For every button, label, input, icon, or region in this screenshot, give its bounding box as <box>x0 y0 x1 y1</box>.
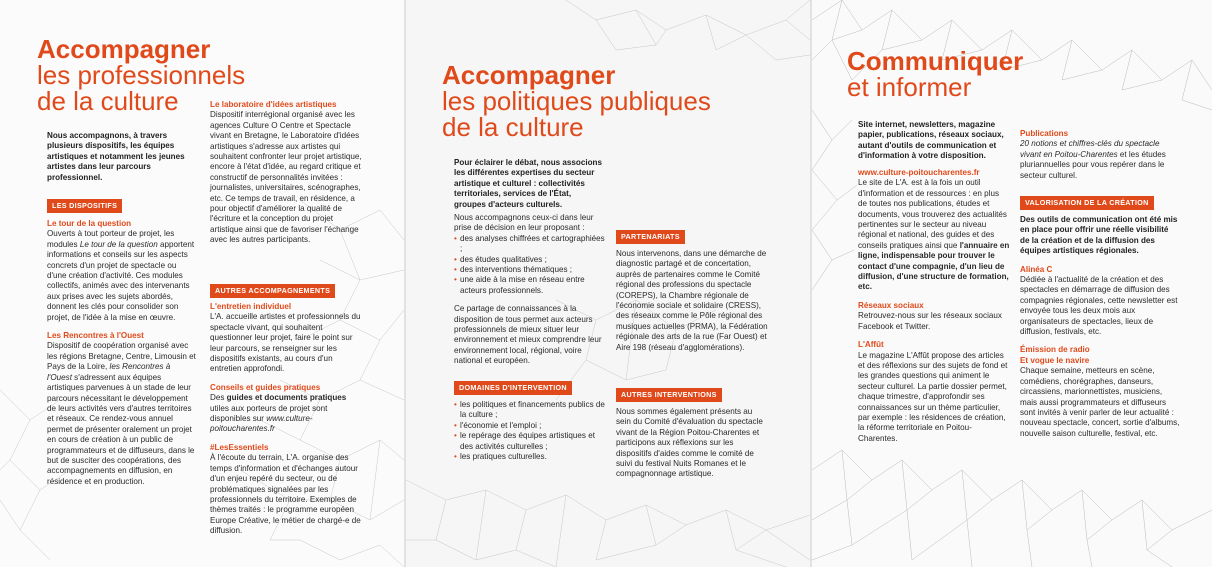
domaines-list <box>454 400 606 462</box>
paragraph-radio: Chaque semaine, metteurs en scène, comédiens, chorégraphes, danseurs, circassiens, marionnettistes, musiciens, mais aussi programmateurs et diffuseurs sont invités à venir parler de leur actualité : nouveau spectacle, concert, sortie d'albums, nouvelle saison culturelle, festival, etc. <box>1020 366 1180 438</box>
column-1-text <box>858 168 1010 444</box>
heading-reseaux: Réseaux sociaux <box>858 300 924 310</box>
site-link-heading[interactable]: www.culture-poitoucharentes.fr <box>858 168 980 177</box>
title-line-1: Accompagner <box>37 34 211 64</box>
paragraph-affut: Le magazine L'Affût propose des articles et des réflexions sur des sujets de fond et les grandes questions qui animent le secteur culturel. La partie dossier permet, chaque trimestre, d'approfondir ses connaissances sur un thème particulier, par exemple : les résidences de création, la réforme territoriale en Poitou-Charentes. <box>858 350 1008 443</box>
list-item: • une aide à la mise en réseau entre acteurs professionnels. <box>454 275 606 296</box>
heading-alinea: Alinéa C <box>1020 264 1053 274</box>
heading-radio-1: Émission de radio <box>1020 345 1090 355</box>
list-item: • des études qualitatives ; <box>454 255 606 265</box>
heading-tour-question: Le tour de la question <box>47 219 132 228</box>
paragraph-partage: Ce partage de connaissances à la disposition de tous permet aux acteurs professionnels de mieux situer leur environnement et mieux comprendre leur environnement local, régional, voire national et européen. <box>454 304 602 366</box>
section-badge-autres: AUTRES ACCOMPAGNEMENTS <box>210 284 335 298</box>
section-badge-domaines: DOMAINES D'INTERVENTION <box>454 381 572 395</box>
title-line-2: les professionnels <box>37 60 246 90</box>
title-line-2: et informer <box>847 72 972 102</box>
column-2-text-lower <box>1020 215 1180 439</box>
title-line-1: Accompagner <box>442 60 616 90</box>
panel-title <box>442 62 711 140</box>
list-item: • des interventions thématiques ; <box>454 265 606 275</box>
paragraph-alinea: Dédiée à l'actualité de la création et des spectacles en démarrage de diffusion des compagnies régionales, cette newsletter est envoyée tous les deux mois aux organisateurs de spectacles, lieux de diffusion, festivals, etc. <box>1020 275 1178 337</box>
paragraph-intro: Nous accompagnons ceux-ci dans leur prise de décision en leur proposant : <box>454 213 594 233</box>
heading-radio-2: Et vogue le navire <box>1020 355 1090 365</box>
paragraph-rencontres: Dispositif de coopération organisé avec les régions Bretagne, Centre, Limousin et Pays de la Loire, les Rencontres à l'Ouest s'adressent aux équipes artistiques parvenues à un stade de leur parcours nécessitant le développement de leurs activités vers d'autres territoires et réseaux. Ce rendez-vous annuel permet de présenter oralement un projet en cours de création à un public de programmateurs et de diffuseurs, dans le but de susciter des coopérations, des accompagnements en diffusion, en résidence et en production. <box>47 341 196 486</box>
domaines-list-block <box>454 400 606 462</box>
section-badge-partenariats: PARTENARIATS <box>616 230 685 244</box>
column-2-text-lower <box>210 302 362 537</box>
panel-professionnels <box>0 0 404 567</box>
title-line-3: de la culture <box>37 86 179 116</box>
heading-publications: Publications <box>1020 129 1069 138</box>
section-badge-valorisation: VALORISATION DE LA CRÉATION <box>1020 196 1154 210</box>
heading-conseils: Conseils et guides pratiques <box>210 382 321 392</box>
title-line-1: Communiquer <box>847 46 1024 76</box>
column-2-text <box>210 100 362 246</box>
intro-paragraph: Nous accompagnons, à travers plusieurs dispositifs, les équipes artistiques et notamment les jeunes artistes dans leur parcours professionnel. <box>47 131 185 182</box>
column-2-text <box>1020 129 1180 181</box>
list-item: • le repérage des équipes artistiques et des activités culturelles ; <box>454 431 606 452</box>
heading-affut: L'Affût <box>858 340 884 350</box>
intro-paragraph: Site internet, newsletters, magazine papier, publications, réseaux sociaux, autant d'outils de communication et d'information à votre disposition. <box>858 120 1004 161</box>
paragraph-entretien: L'A. accueille artistes et professionnels du spectacle vivant, qui souhaitent questionner leur projet, faire le point sur leur parcours, se renseigner sur les dispositifs existants, au cours d'un entretien approfondi. <box>210 312 361 374</box>
section-badge-autres-interventions: AUTRES INTERVENTIONS <box>616 388 722 402</box>
panel-communiquer <box>812 0 1212 567</box>
paragraph-laboratoire: Dispositif interrégional organisé avec les agences Culture O Centre et Spectacle vivant en Bretagne, le Laboratoire d'idées artistiques s'adresse aux artistes qui souhaitent confronter leur projet artistique, encore à l'état d'idée, au regard critique et constructif de personnalités invitées : journalistes, universitaires, scénographes, etc. Ce temps de travail, en résidence, a pour objectif d'améliorer la qualité de l'écriture et la conception du projet artistique ainsi que de favoriser l'échange avec les autres participants. <box>210 110 362 245</box>
paragraph-site: Le site de L'A. est à la fois un outil d'information et de ressources : en plus de toutes nos publications, études et documents, vous trouverez des actualités pertinentes sur le secteur au niveau régional et national, des guides et des conseils pratiques ainsi que l'annuaire en ligne, indispensable pour trouver le contact d'une compagnie, d'un lieu de diffusion, d'une structure de formation, etc. <box>858 178 1010 292</box>
list-item: • des analyses chiffrées et cartographiées ; <box>454 234 606 255</box>
list-item: • l'économie et l'emploi ; <box>454 421 606 431</box>
heading-essentiels: #LesEssentiels <box>210 442 269 452</box>
paragraph-valorisation: Des outils de communication ont été mis en place pour offrir une réelle visibilité de la création et de la diffusion des équipes artistiques régionales. <box>1020 215 1178 256</box>
paragraph-conseils: Des guides et documents pratiques utiles aux porteurs de projet sont disponibles sur www.culture-poitoucharentes.fr <box>210 393 347 434</box>
paragraph-publications: 20 notions et chiffres-clés du spectacle vivant en Poitou-Charentes et les études pluriannuelles pour vous repérer dans le secteur culturel. <box>1020 139 1166 180</box>
paragraph-autres-interventions: Nous sommes également présents au sein du Comité d'évaluation du spectacle vivant de la Région Poitou-Charentes et participons aux réflexions sur les dispositifs d'aides comme le comité de suivi du festival Nuits Romanes et le compagnonnage artistique. <box>616 407 763 479</box>
panel-title <box>847 48 1023 100</box>
list-item: • les politiques et financements publics de la culture ; <box>454 400 606 421</box>
paragraph-reseaux: Retrouvez-nous sur les réseaux sociaux Facebook et Twitter. <box>858 311 1002 331</box>
paragraph-partenariats: Nous intervenons, dans une démarche de diagnostic partagé et de concertation, auprès de partenaires comme le Comité régional des professions du spectacle (COREPS), la Chambre régionale de l'économie sociale et solidaire (CRESS), des réseaux comme le Pôle régional des musiques actuelles (PRMA), la Fédération régionale des arts de la rue (Far Ouest) et Aire 198 (réseau d'agglomérations). <box>616 249 768 352</box>
list-item: • les pratiques culturelles. <box>454 452 606 462</box>
panel-politiques <box>406 0 810 567</box>
heading-entretien: L'entretien individuel <box>210 302 292 311</box>
heading-rencontres: Les Rencontres à l'Ouest <box>47 331 144 341</box>
column-1-text <box>454 213 606 367</box>
paragraph-essentiels: À l'écoute du terrain, L'A. organise des temps d'information et d'échanges autour d'un enjeu repéré du secteur, ou de problématiques signalées par les professionnels du territoire. Exemples de thèmes traités : le programme européen Europe Créative, le métier de chargé-e de diffusion. <box>210 453 361 536</box>
title-line-2: les politiques publiques <box>442 86 711 116</box>
section-badge-dispositifs: LES DISPOSITIFS <box>47 199 122 213</box>
heading-laboratoire: Le laboratoire d'idées artistiques <box>210 100 337 109</box>
paragraph-tour-question: Ouverts à tout porteur de projet, les modules Le tour de la question apportent informations et conseils sur les aspects concrets d'un projet de spectacle ou d'une création d'activité. Ces modules collectifs, animés avec des intervenants aux prises avec les sujets abordés, donnent les clés pour consolider son projet, de l'idée à la mise en œuvre. <box>47 229 195 322</box>
title-line-3: de la culture <box>442 112 584 142</box>
intro-paragraph: Pour éclairer le débat, nous associons les différentes expertises du secteur artistique et culturel : collectivités territoriales, services de l'État, groupes d'acteurs culturels. <box>454 158 602 209</box>
offer-list <box>454 234 606 296</box>
site-link[interactable]: www.culture-poitoucharentes.fr <box>210 414 313 434</box>
column-1-text <box>47 219 197 487</box>
